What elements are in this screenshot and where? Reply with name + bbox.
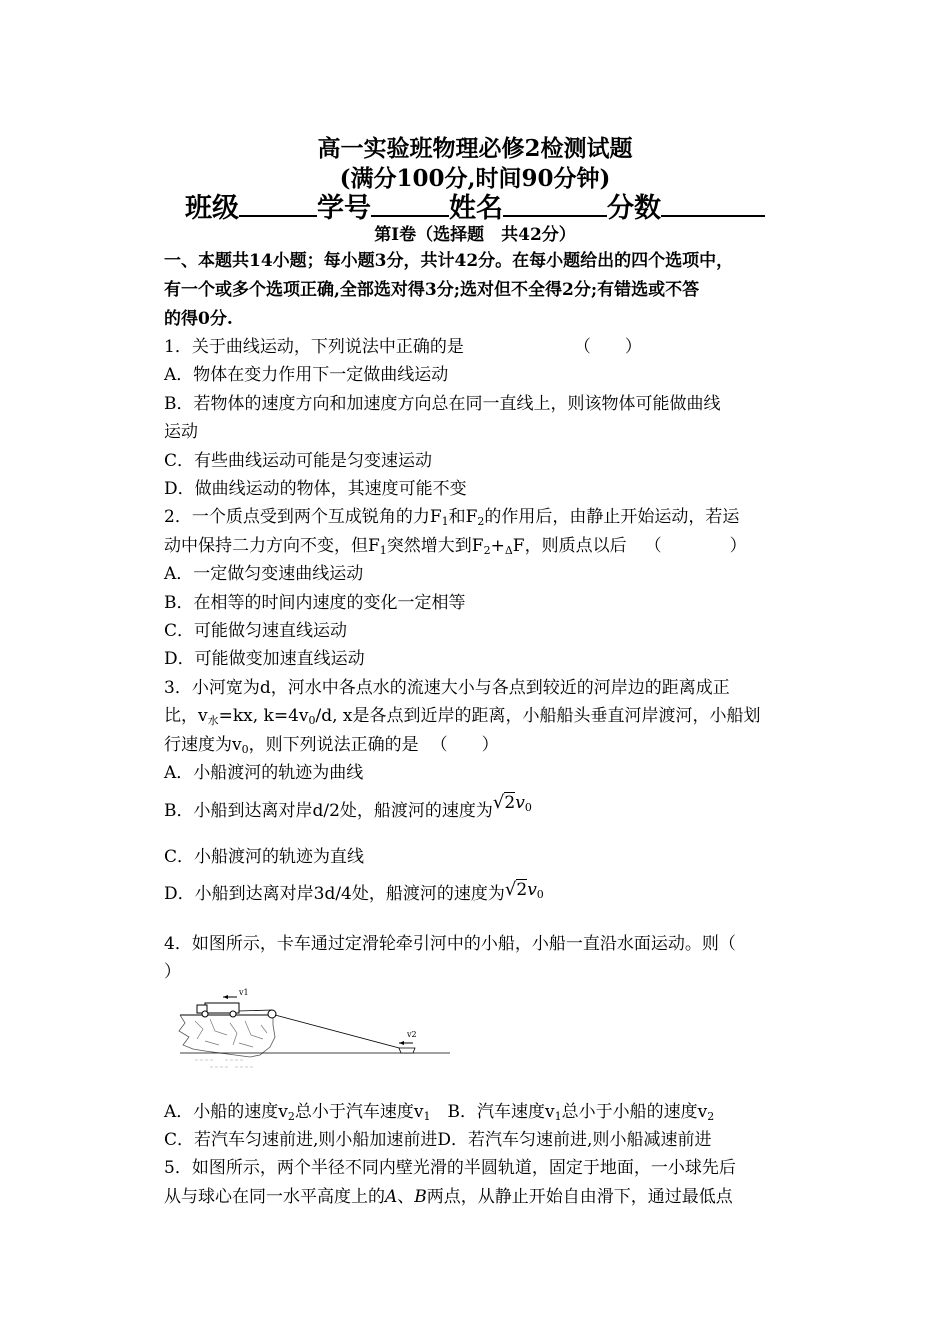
v1-arrowhead — [223, 995, 228, 999]
v2-arrowhead — [399, 1041, 404, 1045]
score-blank[interactable] — [661, 191, 765, 217]
q3-option-d-text: D．小船到达离对岸3d/4处，船渡河的速度为 — [164, 884, 505, 904]
sqrt-symbol: √ — [504, 879, 517, 900]
subscript: 0 — [536, 888, 544, 901]
section-heading: 第Ⅰ卷（选择题 共42分） — [374, 225, 576, 245]
math-two: 2 — [516, 880, 528, 900]
q3-option-a: A．小船渡河的轨迹为曲线 — [164, 763, 364, 783]
q2-stem-line-1 — [164, 506, 739, 533]
q1-stem — [164, 336, 642, 358]
q4-option-text: 总小于汽车速度v — [294, 1102, 424, 1122]
q2-text: + — [490, 536, 505, 556]
subscript: 2 — [477, 515, 485, 528]
q4-options-cd: C．若汽车匀速前进,则小船加速前进D．若汽车匀速前进,则小船减速前进 — [164, 1130, 712, 1150]
q3-option-b — [164, 792, 532, 827]
name-blank[interactable] — [503, 191, 607, 217]
q1-option-d: D．做曲线运动的物体，其速度可能不变 — [164, 479, 467, 499]
v1-label: v1 — [239, 988, 249, 997]
q2-text: 的作用后，由静止开始运动，若运 — [484, 507, 740, 527]
v2-label: v2 — [407, 1030, 417, 1039]
q3-option-b-text: B．小船到达离对岸d/2处，船渡河的速度为 — [164, 801, 493, 821]
class-blank[interactable] — [239, 191, 317, 217]
q3-option-d — [164, 879, 544, 910]
subscript: 0 — [524, 801, 532, 814]
subscript: 1 — [441, 515, 449, 528]
q3-text: /d, x是各点到近岸的距离，小船船头垂直河岸渡河，小船划 — [315, 706, 761, 726]
q1-option-c: C．有些曲线运动可能是匀变速运动 — [164, 451, 433, 471]
name-label: 姓名 — [449, 193, 503, 224]
q2-option-b: B．在相等的时间内速度的变化一定相等 — [164, 593, 466, 613]
delta-symbol: Δ — [504, 544, 513, 557]
q2-text: 和F — [448, 507, 478, 527]
boat-icon — [399, 1048, 415, 1053]
instructions-line-1: 一、本题共14小题；每小题3分，共计42分。在每小题给出的四个选项中， — [164, 251, 734, 271]
subscript: 2 — [287, 1110, 295, 1123]
score-label: 分数 — [607, 193, 661, 224]
exam-subtitle: (满分100分,时间90分钟) — [339, 165, 611, 192]
q3-answer-paren: （ ） — [430, 735, 499, 755]
q4-stem-line-1: 4．如图所示，卡车通过定滑轮牵引河中的小船，小船一直沿水面运动。则（ — [164, 934, 736, 954]
q2-text: 突然增大到F — [386, 536, 484, 556]
subscript: 0 — [308, 714, 316, 727]
q5-stem-line-1: 5．如图所示，两个半径不同内壁光滑的半圆轨道，固定于地面，一小球先后 — [164, 1158, 736, 1178]
point-b: B — [414, 1187, 427, 1207]
q3-text: =kx, k=4v — [218, 706, 309, 726]
point-a: A — [385, 1187, 398, 1207]
q3-text: 行速度为v — [164, 735, 242, 755]
q4-option-text: B．汽车速度v — [430, 1102, 555, 1122]
pulley-icon — [268, 1010, 276, 1018]
math-v: v — [527, 880, 537, 900]
q2-option-d: D．可能做变加速直线运动 — [164, 649, 365, 669]
rope-to-boat — [275, 1015, 403, 1049]
q3-stem-line-2 — [164, 705, 761, 732]
q5-text: 两点，从静止开始自由滑下，通过最低点 — [426, 1187, 733, 1207]
subscript: 2 — [707, 1110, 715, 1123]
q2-text: 2．一个质点受到两个互成锐角的力F — [164, 507, 442, 527]
cliff-outline — [179, 1015, 275, 1057]
figure-svg — [175, 985, 455, 1075]
q2-text: F，则质点以后 — [512, 536, 627, 556]
q3-stem-line-3 — [164, 734, 499, 761]
q2-option-a: A．一定做匀变速曲线运动 — [164, 564, 364, 584]
student-id-label: 学号 — [317, 193, 371, 224]
q5-text: 、 — [397, 1187, 415, 1207]
q2-option-c: C．可能做匀速直线运动 — [164, 621, 348, 641]
q1-answer-paren: （ ） — [573, 337, 642, 357]
q3-stem-line-1: 3．小河宽为d，河水中各点水的流速大小与各点到较近的河岸边的距离成正 — [164, 678, 730, 698]
q4-option-text: A．小船的速度v — [164, 1102, 288, 1122]
q5-text: 从与球心在同一水平高度上的 — [164, 1187, 385, 1207]
truck-wheel — [230, 1011, 236, 1017]
q4-options-ab — [164, 1101, 714, 1128]
rope-upper — [239, 1010, 272, 1011]
q3-text: ，则下列说法正确的是 — [248, 735, 419, 755]
water-ripples — [195, 1060, 255, 1067]
subscript: 0 — [241, 743, 249, 756]
q2-text: 动中保持二力方向不变，但F — [164, 536, 380, 556]
instructions-line-2: 有一个或多个选项正确,全部选对得3分;选对但不全得2分;有错选或不答 — [164, 280, 700, 300]
student-id-blank[interactable] — [371, 191, 449, 217]
rock-texture — [195, 1019, 267, 1047]
q3-text: 比，v — [164, 706, 208, 726]
subscript: 水 — [207, 714, 219, 727]
subscript: 2 — [483, 544, 491, 557]
q2-answer-paren: （ ） — [644, 536, 747, 556]
exam-title: 高一实验班物理必修2检测试题 — [317, 135, 633, 162]
class-label: 班级 — [185, 193, 239, 224]
truck-boat-pulley-figure — [175, 985, 455, 1075]
subscript: 1 — [554, 1110, 562, 1123]
math-v: v — [515, 793, 525, 813]
q3-option-c: C．小船渡河的轨迹为直线 — [164, 847, 365, 867]
q4-option-text: 总小于小船的速度v — [561, 1102, 708, 1122]
q1-option-a: A．物体在变力作用下一定做曲线运动 — [164, 365, 449, 385]
subscript: 1 — [379, 544, 387, 557]
instructions-line-3: 的得0分. — [164, 309, 233, 329]
math-two: 2 — [504, 793, 516, 813]
q4-stem-line-2: ） — [164, 962, 181, 982]
subscript: 1 — [423, 1110, 431, 1123]
q1-stem-text: 1．关于曲线运动，下列说法中正确的是 — [164, 337, 464, 357]
q2-stem-line-2 — [164, 535, 747, 562]
q5-stem-line-2 — [164, 1186, 733, 1208]
truck-wheel — [202, 1011, 208, 1017]
q1-option-b-cont: 运动 — [164, 422, 198, 442]
sqrt-symbol: √ — [492, 792, 505, 813]
q1-option-b: B．若物体的速度方向和加速度方向总在同一直线上，则该物体可能做曲线 — [164, 394, 721, 414]
